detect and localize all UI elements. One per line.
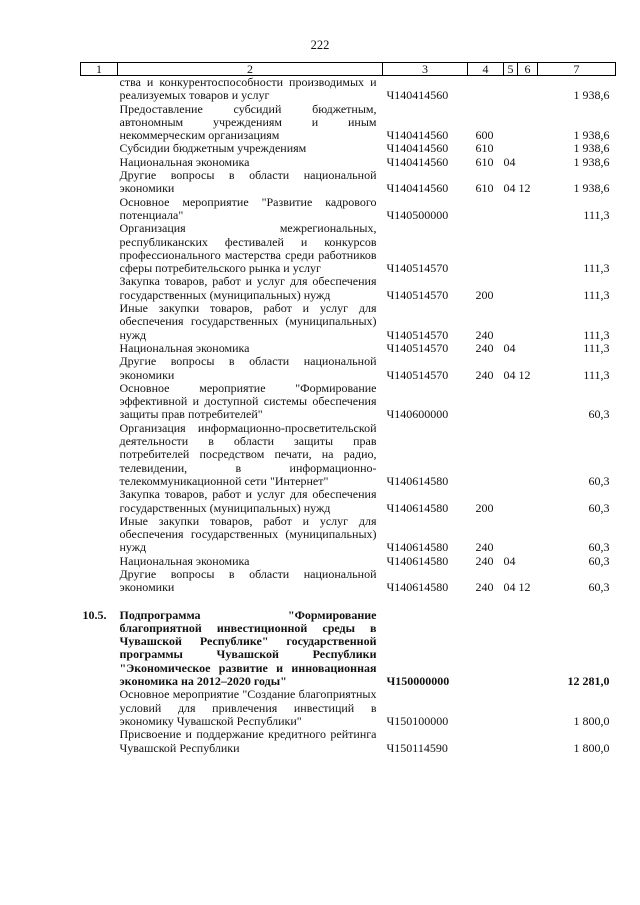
description-cell: Основное мероприятие "Развитие кадрового потенциала": [119, 194, 377, 222]
expense-type-cell: 610: [475, 181, 494, 196]
target-article-code-cell: Ч150114590: [386, 740, 448, 755]
item-number-cell: [81, 555, 118, 568]
section-subsection-cell: [504, 196, 538, 223]
target-article-code-cell: Ч140514570: [386, 340, 449, 355]
expense-type-cell: 240: [475, 540, 494, 555]
description-cell: Национальная экономика: [119, 154, 250, 169]
amount-cell: 1 938,6: [573, 181, 610, 196]
target-article-code-cell: Ч150100000: [386, 713, 449, 728]
item-number-cell: [81, 355, 118, 382]
item-number-cell: [81, 169, 118, 196]
amount-cell: 1 938,6: [573, 88, 610, 103]
section-subsection-cell: [504, 422, 538, 488]
section-subsection-cell: [504, 382, 538, 422]
table-row: [81, 222, 616, 275]
amount-cell: 111,3: [583, 207, 610, 222]
target-article-code-cell: Ч140414560: [386, 128, 449, 143]
table-row: [81, 422, 616, 488]
description-cell: Иные закупки товаров, работ и услуг для обеспечения государственных (муниципальных) нужд: [119, 301, 377, 342]
item-number-cell: [81, 688, 118, 728]
description-cell: Другие вопросы в области национальной экономики: [119, 354, 377, 382]
table-row: [81, 142, 616, 155]
section-subsection-cell: [504, 222, 538, 275]
target-article-code-cell: Ч140514570: [386, 367, 449, 382]
target-article-code-cell: Ч140514570: [386, 261, 449, 276]
column-header: 3: [383, 63, 468, 76]
description-cell: Национальная экономика: [119, 340, 250, 355]
table-row: [81, 156, 616, 169]
item-number-cell: [81, 728, 118, 755]
description-cell: Организация межрегиональных, республиканских фестивалей и конкурсов профессионального мастерства среди работников сферы потребительского рынка и услуг: [119, 221, 377, 276]
table-row: [81, 342, 616, 355]
description-cell: Закупка товаров, работ и услуг для обеспечения государственных (муниципальных) нужд: [119, 487, 377, 515]
column-header: 7: [538, 63, 616, 76]
section-subsection-cell: [504, 302, 538, 342]
expense-type-cell: [468, 609, 504, 689]
section-subsection-cell: [504, 488, 538, 515]
target-article-code-cell: Ч140514570: [386, 327, 449, 342]
item-number-cell: [81, 515, 118, 555]
item-number-cell: [81, 142, 118, 155]
description-cell: Закупка товаров, работ и услуг для обеспечения государственных (муниципальных) нужд: [119, 274, 377, 302]
table-header: [81, 63, 616, 76]
expense-type-cell: [468, 688, 504, 728]
table-row: [81, 488, 616, 515]
amount-cell: 1 938,6: [573, 128, 610, 143]
column-header: 2: [118, 63, 383, 76]
amount-cell: 1 938,6: [573, 154, 610, 169]
item-number-cell: 10.5.: [82, 607, 107, 622]
description-cell: Основное мероприятие "Создание благоприятных условий для привлечения инвестиций в экономику Чувашской Республики": [119, 687, 377, 728]
item-number-cell: [81, 222, 118, 275]
target-article-code-cell: Ч140514570: [386, 287, 449, 302]
description-cell: Предоставление субсидий бюджетным, автономным учреждениям и иным некоммерческим организациям: [119, 101, 377, 143]
target-article-code-cell: Ч140614580: [386, 473, 449, 488]
amount-cell: 111,3: [583, 327, 610, 342]
item-number-cell: [81, 342, 118, 355]
table-row: [81, 688, 616, 728]
table-row: [81, 568, 616, 595]
table-body: [81, 76, 616, 755]
table-row: [81, 275, 616, 302]
description-cell: Другие вопросы в области национальной экономики: [119, 566, 377, 595]
section-subsection-cell: 04: [503, 340, 516, 355]
description-cell: ства и конкурентоспособности производимых и реализуемых товаров и услуг: [119, 75, 377, 103]
expense-type-cell: 240: [475, 553, 494, 568]
amount-cell: 111,3: [583, 367, 610, 382]
expense-type-cell: 240: [475, 340, 494, 355]
expense-type-cell: 240: [475, 327, 494, 342]
spacer-row: [81, 595, 616, 609]
amount-cell: 111,3: [583, 340, 610, 355]
section-subsection-cell: 04 12: [503, 580, 531, 595]
table-row: [81, 76, 616, 103]
item-number-cell: [81, 302, 118, 342]
table-row: [81, 196, 616, 223]
target-article-code-cell: Ч140614580: [386, 580, 449, 595]
target-article-code-cell: Ч140614580: [386, 500, 449, 515]
description-cell: Иные закупки товаров, работ и услуг для обеспечения государственных (муниципальных) нужд: [119, 513, 377, 555]
expense-type-cell: [468, 422, 504, 488]
page-number: 222: [310, 38, 330, 52]
column-header: 4: [468, 63, 504, 76]
table-row: [81, 515, 616, 555]
column-header: 6: [518, 63, 538, 76]
budget-table: [80, 62, 616, 755]
spacer: [81, 595, 616, 609]
expense-type-cell: [468, 728, 504, 755]
amount-cell: 1 800,0: [573, 713, 610, 728]
item-number-cell: [81, 422, 118, 488]
target-article-code-cell: Ч140414560: [386, 154, 449, 169]
table-row: [81, 555, 616, 568]
section-subsection-cell: 04 12: [503, 367, 531, 382]
target-article-code-cell: Ч150000000: [386, 674, 450, 689]
section-subsection-cell: 04 12: [503, 181, 531, 196]
amount-cell: 60,3: [588, 580, 610, 595]
section-subsection-cell: 04: [503, 553, 516, 568]
expense-type-cell: 240: [475, 367, 494, 382]
section-subsection-cell: [504, 609, 538, 689]
table-row: [81, 382, 616, 422]
target-article-code-cell: Ч140414560: [386, 141, 449, 156]
amount-cell: 1 938,6: [573, 141, 610, 156]
description-cell: Присвоение и поддержание кредитного рейтинга Чувашской Республики: [119, 727, 377, 755]
section-subsection-cell: [504, 103, 538, 143]
section-subsection-cell: [504, 515, 538, 555]
target-article-code-cell: Ч140414560: [386, 88, 449, 103]
item-number-cell: [81, 382, 118, 422]
expense-type-cell: [468, 196, 504, 223]
target-article-code-cell: Ч140414560: [386, 181, 449, 196]
section-subsection-cell: [504, 275, 538, 302]
description-cell: Субсидии бюджетным учреждениям: [119, 141, 307, 156]
target-article-code-cell: Ч140614580: [386, 553, 449, 568]
table-row: [81, 609, 616, 689]
amount-cell: 60,3: [588, 540, 610, 555]
target-article-code-cell: Ч140500000: [386, 207, 449, 222]
amount-cell: 60,3: [588, 407, 610, 422]
description-cell: Национальная экономика: [119, 553, 250, 568]
item-number-cell: [81, 156, 118, 169]
target-article-code-cell: Ч140600000: [386, 407, 449, 422]
item-number-cell: [81, 488, 118, 515]
table-row: [81, 169, 616, 196]
expense-type-cell: [468, 222, 504, 275]
amount-cell: 60,3: [588, 500, 610, 515]
expense-type-cell: [468, 76, 504, 103]
expense-type-cell: 610: [475, 154, 494, 169]
item-number-cell: [81, 568, 118, 595]
amount-cell: 60,3: [588, 553, 610, 568]
description-cell: Организация информационно-просветительской деятельности в области защиты прав потребителей посредством печати, на радио, телевидении, в информационно-телекоммуникационной сети "Интернет": [119, 420, 377, 488]
table-row: [81, 728, 616, 755]
target-article-code-cell: Ч140614580: [386, 540, 449, 555]
amount-cell: 111,3: [583, 287, 610, 302]
section-subsection-cell: 04: [503, 154, 516, 169]
amount-cell: 60,3: [588, 473, 610, 488]
expense-type-cell: 200: [475, 287, 494, 302]
amount-cell: 12 281,0: [567, 674, 610, 689]
table-row: [81, 103, 616, 143]
column-number-row: [81, 63, 616, 76]
amount-cell: 111,3: [583, 261, 610, 276]
table-row: [81, 302, 616, 342]
column-header: 5: [504, 63, 518, 76]
expense-type-cell: [468, 382, 504, 422]
description-cell: Подпрограмма "Формирование благоприятной инвестиционной среды в Чувашской Республике" государственной программы Чувашской Республики "Экономическое развитие и инновационная экономика на 2012–2020 годы": [119, 607, 377, 689]
section-subsection-cell: [504, 728, 538, 755]
column-header: 1: [81, 63, 118, 76]
item-number-cell: [81, 196, 118, 223]
expense-type-cell: 200: [475, 500, 494, 515]
expense-type-cell: 610: [475, 141, 494, 156]
description-cell: Другие вопросы в области национальной экономики: [119, 168, 377, 196]
item-number-cell: [81, 76, 118, 103]
expense-type-cell: 600: [475, 128, 494, 143]
description-cell: Основное мероприятие "Формирование эффективной и доступной системы обеспечения защиты прав потребителей": [119, 380, 377, 422]
section-subsection-cell: [504, 142, 538, 155]
section-subsection-cell: [504, 688, 538, 728]
expense-type-cell: 240: [475, 580, 494, 595]
item-number-cell: [81, 275, 118, 302]
amount-cell: 1 800,0: [573, 740, 610, 755]
section-subsection-cell: [504, 76, 538, 103]
item-number-cell: [81, 103, 118, 143]
table-row: [81, 355, 616, 382]
